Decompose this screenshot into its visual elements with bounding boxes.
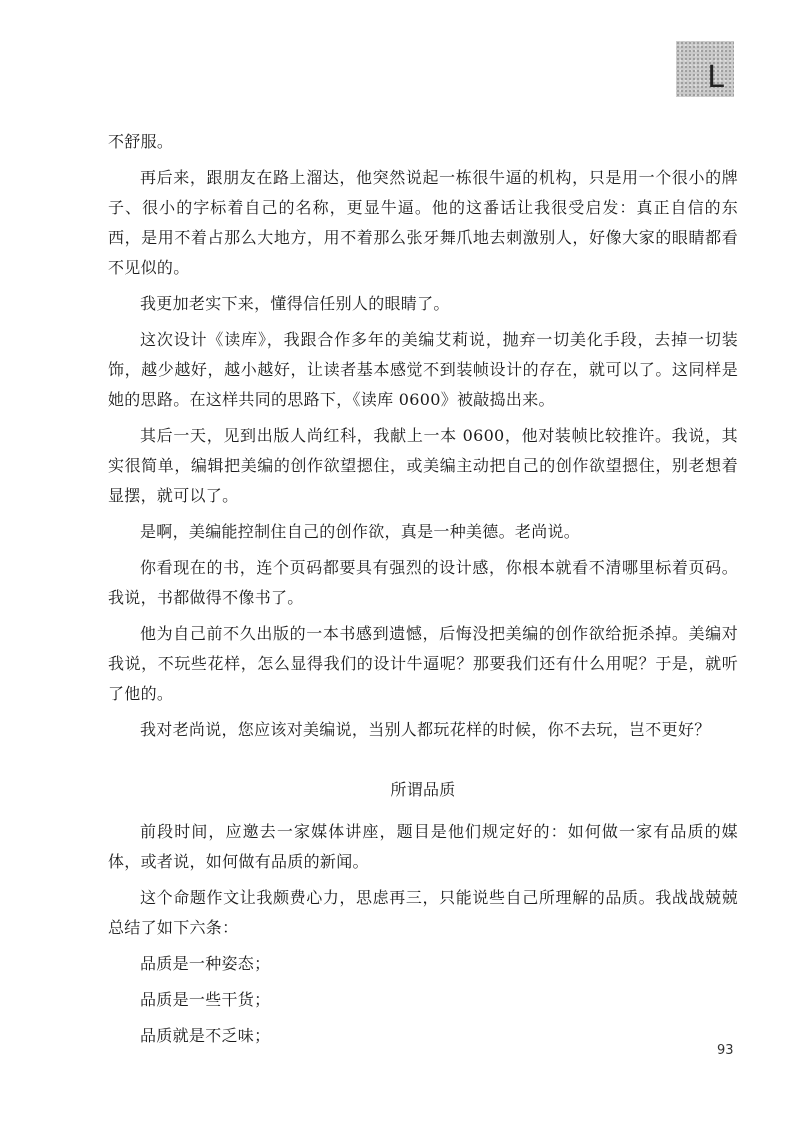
list-item: 品质是一些干货； <box>140 990 271 1009</box>
chapter-tab-letter: L <box>707 60 724 95</box>
page-body <box>108 127 738 1057</box>
paragraph: 我更加老实下来，懂得信任别人的眼睛了。 <box>140 294 450 313</box>
paragraph: 这个命题作文让我颇费心力，思虑再三，只能说些自己所理解的品质。我战战兢兢总结了如下六条： <box>108 888 738 937</box>
list-item: 品质是一种姿态； <box>140 954 271 973</box>
paragraph: 其后一天，见到出版人尚红科，我献上一本 0600，他对装帧比较推许。我说，其实很简单，编辑把美编的创作欲望摁住，或美编主动把自己的创作欲望摁住，别老想着显摆，就可以了。 <box>108 426 738 505</box>
page-number: 93 <box>717 1043 734 1058</box>
paragraph: 我对老尚说，您应该对美编说，当别人都玩花样的时候，你不去玩，岂不更好？ <box>140 720 711 739</box>
paragraph: 你看现在的书，连个页码都要具有强烈的设计感，你根本就看不清哪里标着页码。我说，书都做得不像书了。 <box>108 558 738 607</box>
paragraph-continuation: 不舒服。 <box>108 132 174 151</box>
paragraph: 前段时间，应邀去一家媒体讲座，题目是他们规定好的：如何做一家有品质的媒体，或者说，如何做有品质的新闻。 <box>108 822 738 871</box>
paragraph: 这次设计《读库》，我跟合作多年的美编艾莉说，抛弃一切美化手段，去掉一切装饰，越少越好，越小越好，让读者基本感觉不到装帧设计的存在，就可以了。这同样是她的思路。在这样共同的思路下，《读库 0600》被敲捣出来。 <box>108 330 738 409</box>
section-title: 所谓品质 <box>390 780 456 799</box>
paragraph: 再后来，跟朋友在路上溜达，他突然说起一栋很牛逼的机构，只是用一个很小的牌子、很小的字标着自己的名称，更显牛逼。他的这番话让我很受启发：真正自信的东西，是用不着占那么大地方，用不着那么张牙舞爪地去刺激别人，好像大家的眼睛都看不见似的。 <box>108 168 738 277</box>
list-item: 品质就是不乏味； <box>140 1026 271 1045</box>
paragraph: 是啊，美编能控制住自己的创作欲，真是一种美德。老尚说。 <box>140 522 581 541</box>
chapter-tab-marker <box>676 41 734 97</box>
paragraph: 他为自己前不久出版的一本书感到遗憾，后悔没把美编的创作欲给扼杀掉。美编对我说，不玩些花样，怎么显得我们的设计牛逼呢？那要我们还有什么用呢？于是，就听了他的。 <box>108 624 738 703</box>
